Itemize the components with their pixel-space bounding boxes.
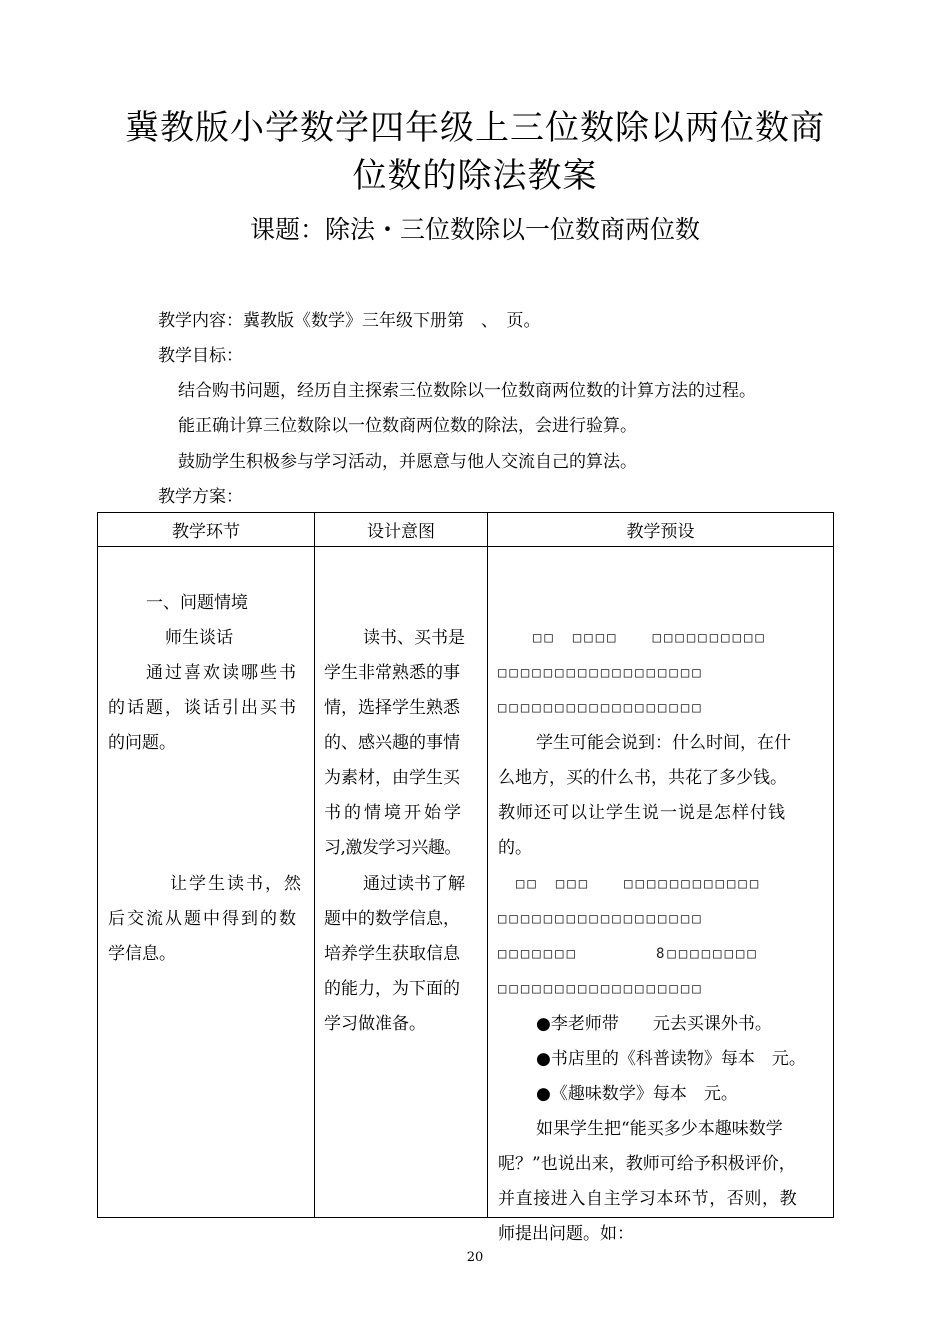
intent-line: 读书、买书是: [363, 628, 465, 648]
preset-line: 么地方，买的什么书，共花了多少钱。: [498, 768, 787, 788]
header-intent: 设计意图: [315, 513, 488, 547]
preset-line: □□□□□□□: [498, 946, 579, 962]
title-line-1: 冀教版小学数学四年级上三位数除以两位数商: [125, 108, 825, 148]
header-preset: 教学预设: [488, 513, 834, 547]
preset-line: 教师还可以让学生说一说是怎样付钱: [498, 803, 786, 823]
stage-line: 师生谈话: [165, 628, 233, 648]
intent-line: 情，选择学生熟悉: [324, 698, 460, 718]
intent-line: 的、感兴趣的事情: [324, 733, 460, 753]
teaching-plan-table: [97, 512, 834, 1244]
preset-line: □□□□□□□□□□□□□□□□□□: [498, 911, 704, 927]
stage-line: 一、问题情境: [146, 593, 248, 613]
intent-line: 为素材，由学生买: [324, 768, 460, 788]
objective-1: 结合购书问题，经历自主探索三位数除以一位数商两位数的计算方法的过程。: [178, 381, 756, 401]
intent-line: 培养学生获取信息: [324, 944, 460, 964]
preset-line: □□ □□□ □□□□□□□□□□□□: [516, 876, 762, 892]
preset-line: ●《趣味数学》每本 元。: [536, 1084, 738, 1104]
teaching-content: 教学内容：冀教版《数学》三年级下册第 、 页。: [158, 311, 541, 331]
table-header-row: [98, 513, 834, 547]
stage-line: 后交流从题中得到的数: [108, 909, 298, 929]
title-line-2: 位数的除法教案: [352, 156, 598, 196]
stage-line: 通过喜欢读哪些书: [146, 663, 298, 683]
stage-line: 的问题。: [108, 733, 176, 753]
intent-line: 学习做准备。: [324, 1014, 426, 1034]
stage-cell: [98, 547, 315, 1218]
preset-line: 呢？”也说出来，教师可给予积极评价，: [498, 1154, 796, 1174]
objective-2: 能正确计算三位数除以一位数商两位数的除法，会进行验算。: [178, 416, 637, 436]
preset-line: □□ □□□□ □□□□□□□□□□: [533, 630, 767, 646]
intent-line: 习,激发学习兴趣。: [324, 838, 461, 858]
table-row: [98, 547, 834, 1218]
preset-line: □□□□□□□□□□□□□□□□□□: [498, 665, 704, 681]
intent-cell: [315, 547, 488, 1218]
preset-line: 师提出问题。如：: [498, 1224, 634, 1244]
header-stage: 教学环节: [98, 513, 315, 547]
intent-line: 书的情境开始学: [324, 803, 464, 823]
stage-line: 学信息。: [108, 944, 176, 964]
page-number: 20: [466, 1250, 484, 1265]
stage-line: 的话题，谈话引出买书: [108, 698, 298, 718]
stage-line: 让学生读书，然: [170, 874, 303, 894]
intent-line: 题中的数学信息，: [324, 909, 460, 929]
document-title: [100, 104, 850, 200]
preset-line: 学生可能会说到：什么时间，在什: [536, 733, 791, 753]
preset-cell: [488, 547, 834, 1244]
plan-label: 教学方案：: [158, 487, 243, 507]
preset-line: ●李老师带 元去买课外书。: [536, 1014, 772, 1034]
objective-label: 教学目标：: [158, 346, 243, 366]
preset-line: 的。: [498, 838, 532, 858]
preset-line: ●书店里的《科普读物》每本 元。: [536, 1049, 806, 1069]
lesson-subtitle: 课题：除法・三位数除以一位数商两位数: [249, 215, 700, 244]
objective-3: 鼓励学生积极参与学习活动，并愿意与他人交流自己的算法。: [178, 452, 637, 472]
preset-line: 并直接进入自主学习本环节，否则，教: [498, 1189, 798, 1209]
intent-line: 学生非常熟悉的事: [324, 663, 460, 683]
intent-line: 的能力，为下面的: [324, 979, 460, 999]
preset-line: □□□□□□□□□□□□□□□□□□: [498, 700, 704, 716]
intent-line: 通过读书了解: [363, 874, 465, 894]
preset-line: 如果学生把“能买多少本趣味数学: [536, 1119, 783, 1139]
preset-line: □□□□□□□□□□□□□□□□□□: [498, 981, 704, 997]
preset-line: 8□□□□□□□□: [656, 946, 759, 962]
